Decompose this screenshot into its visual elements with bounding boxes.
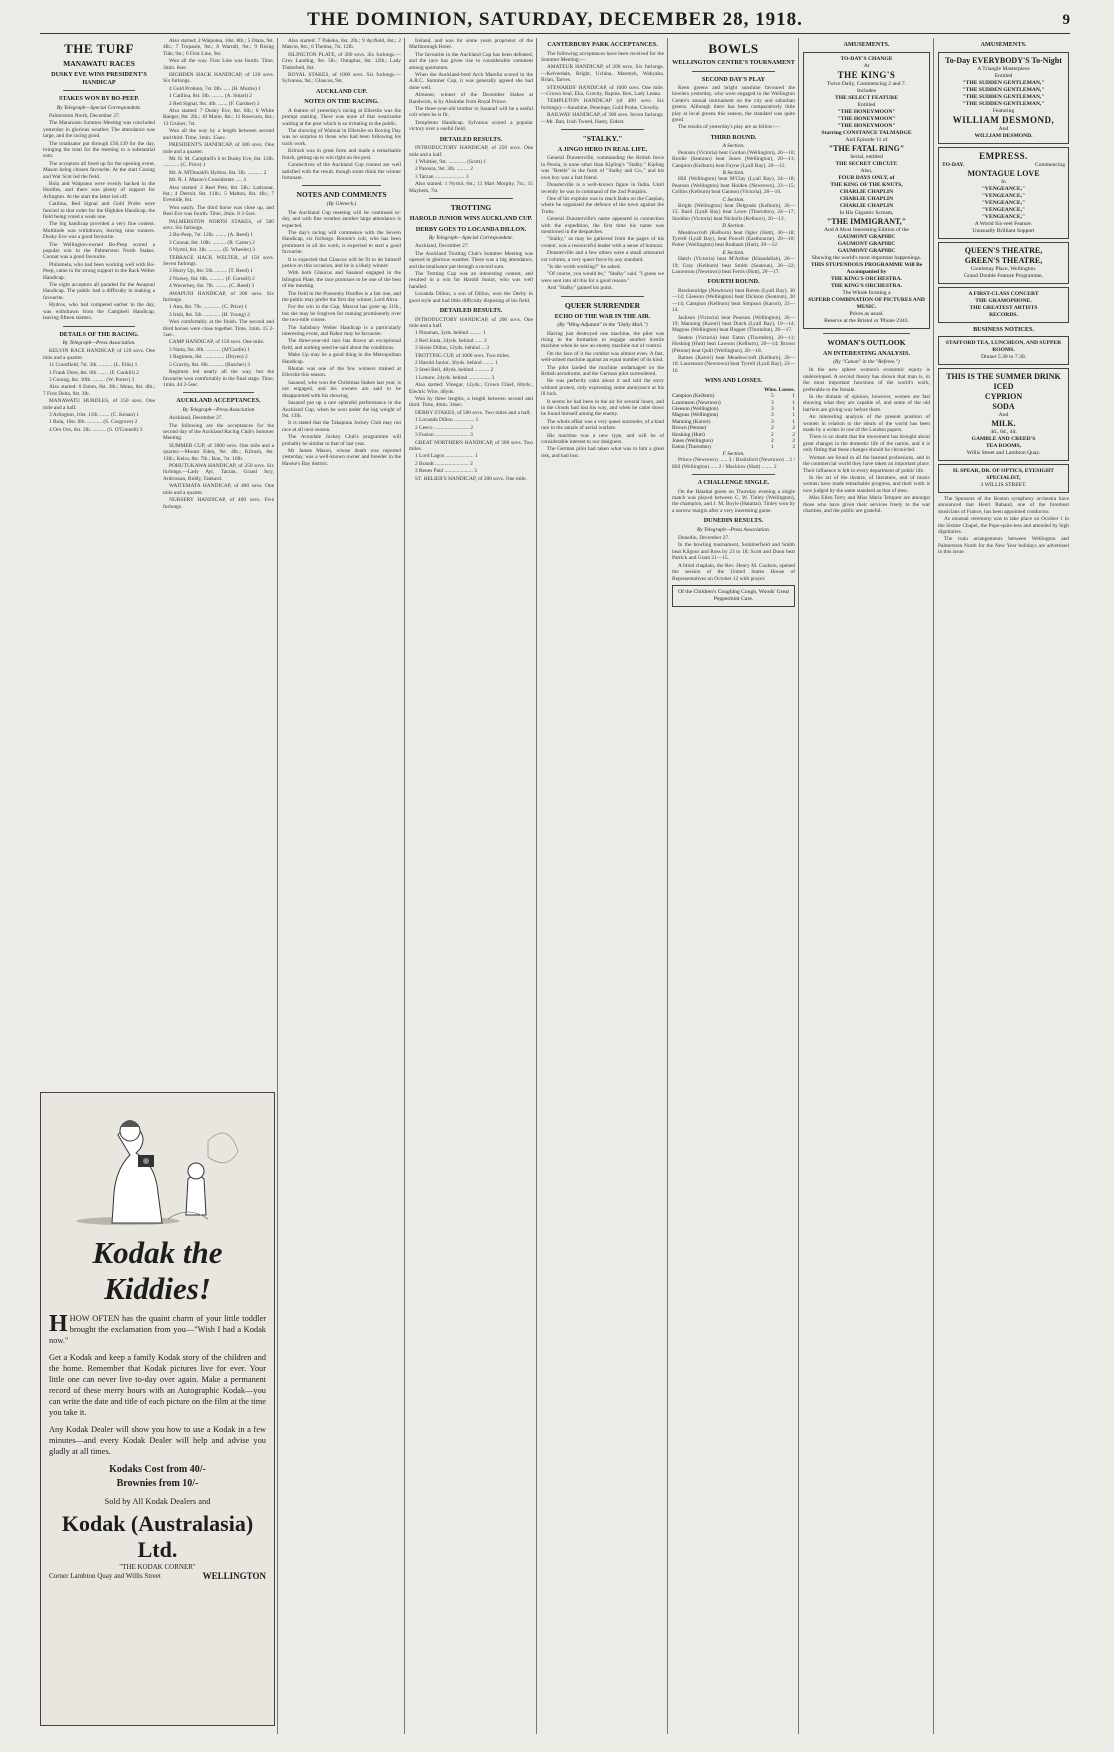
peppermint-cure-ad: Of the Children's Coughing Cough, Woods' Great Peppermint Cure. — [672, 585, 795, 607]
challenge-single-heading: A CHALLENGE SINGLE. — [697, 479, 770, 487]
kodak-advertisement: Kodak the Kiddies! HHOW OFTEN has the quaint charm of your little toddler brought the exclamation from you—"Wish I had a Kodak now." Get a Kodak and keep a family Kodak story of the children and the home. Remember that Kodak pictures live for ever. Your little one can never live to-day over again. Make a permanent record of these merry hours with an Autographic Kodak—you can write the date and title of each picture on the film at the time you take it. Any Kodak Dealer will show you how to use a Kodak in a few minutes—and every Kodak Dealer will help and advise you gladly at all times. Kodaks Cost from 40/- Brownies from 10/- Sold by All Kodak Dealers and Kodak (Australasia) Ltd. "THE KODAK CORNER" Corner Lambton Quay and Willis Street WELLINGTON — [40, 1092, 275, 1726]
wins-losses-table — [672, 393, 795, 451]
wins-losses-row: Manning (Karori) 3 1 — [672, 418, 795, 425]
second-day-heading: SECOND DAY'S PLAY — [701, 75, 766, 83]
turf-byline: By Telegraph—Special Correspondent. — [56, 104, 142, 111]
spear-optician-ad: H. SPEAR, DR. OF OPTICS, EYESIGHT SPECIALIST, 3 WILLIS STREET. — [938, 464, 1069, 493]
wins-losses-row: Magnus (Wellington) 3 1 — [672, 412, 795, 419]
manawatu-races-heading: MANAWATU RACES — [63, 59, 135, 68]
kings-title: THE KING'S — [837, 69, 896, 80]
dusky-eve-headline: DUSKY EVE WINS PRESIDENT'S HANDICAP — [51, 71, 147, 86]
wellington-tournament-heading: WELLINGTON CENTRE'S TOURNAMENT — [672, 59, 795, 66]
womans-outlook-heading: WOMAN'S OUTLOOK — [827, 337, 906, 347]
masthead — [40, 8, 1070, 34]
column-amusements-kings: AMUSEMENTS. TO-DAY'S CHANGE At THE KING'S Twice Daily, Commencing 2 and 7. Includes THE SELECT FEATURE Entitled "THE HONEYMOON" "THE HONEYMOON" "THE HONEYMOON" Starring CONSTANCE TALMADGE And Episode 11 of "THE FATAL RING" Serial, entitled THE SECRET CIRCUIT. Also, FOUR DAYS ONLY, of THE KING OF THE KNUTS, CHARLIE CHAPLIN CHARLIE CHAPLIN CHARLIE CHAPLIN In His Gigantic Scream, "THE IMMIGRANT," And A Most Interesting Edition of the GAUMONT GRAPHIC GAUMONT GRAPHIC GAUMONT GRAPHIC Showing the world's most important happenings. THIS STUPENDOUS PROGRAMME Will Be Accompanied by THE KING'S ORCHESTRA. THE KING'S ORCHESTRA. The Whole forming a SUPERB COMBINATION OF PICTURES AND MUSIC. Prices as usual. Reserve at the Bristol or 'Phone 2343. WOMAN'S OUTLOOK AN INTERESTING ANALYSIS. (By "Canon" in the "Referee.") In the new sphere women's economic equity is undeveloped. A second theory has shown that man is, in the most important functions of the world's work, preferable to the female. In the domain of opinion, however, women are fast showing what they are capable of, and some of the old barriers are giving way before them. An interesting analysis of the present position of women in relation to the ideals of the world has been made by a writer in one of the London papers. There is no doubt that the movement has brought about great changes in the domestic life of the nation, and it is only fitting that these changes should be chronicled. Women are found in all the learned professions, and in the commercial world they have taken an important place. Their influence is felt in every department of public life. In the art of the theatre, of literature, and of music women have made remarkable progress, and their work is now judged by the same standard as that of men. Miss Ellen Terry and Miss Marie Tempest are amongst those who have given their services freely to the war charities, and the public are grateful. — [803, 41, 930, 514]
wins-losses-row: Hosking (Hutt) 2 2 — [672, 431, 795, 438]
column-amusements-everybodys: AMUSEMENTS. To-Day EVERYBODY'S To-Night A Triangle Masterpiece Entitled "THE SUDDEN GENTLEMAN," "THE SUDDEN GENTLEMAN," "THE SUDDEN GENTLEMAN," "THE SUDDEN GENTLEMAN," Featuring WILLIAM DESMOND, And WILLIAM DESMOND. EMPRESS. TO-DAY. Commencing MONTAGUE LOVE In "VENGEANCE," "VENGEANCE," "VENGEANCE," "VENGEANCE," "VENGEANCE," A World Six-reel Feature. Unusually Brilliant Support QUEEN'S THEATRE, GREEN'S THEATRE, Courtenay Place, Wellington. Grand Double Feature Programme, A FIRST-CLASS CONCERT THE GRAMOPHONE. THE GREATEST ARTISTS RECORDS. BUSINESS NOTICES. STAFFORD TEA, LUNCHEON, AND SUPPER ROOMS. Dinner 5.30 to 7.30. THIS IS THE SUMMER DRINK ICED CYPRION SODA And MILK. 4d., 6d., 4d. GAMBLE AND CREED'S TEA ROOMS, Willis Street and Lambton Quay. H. SPEAR, DR. OF OPTICS, EYESIGHT SPECIALIST, 3 WILLIS STREET. The Sponsors of the Boston symphony orchestra have announced that Henri Rabaud, one of the foremost musicians of France, has been appointed conductor. As unusual ceremony was to take place on October 1 in the Sistine Chapel, the Pope-quite-less and attended by high dignitaries. The train arrangements between Wellington and Palmerston North for the New Year holidays are advertised in this issue. — [938, 41, 1069, 556]
column-results: Also started: 2 Waiputea, 10st. 8lb.; 5 Otara, 9st. 4lb.; 7 Torpaule, 9st.; 8 Warraft, 9st.; 9 Rising Tide, 9st.; 6 First Line, 9st. Won all the way. First Line was fourth. Time, 3min. 6sec. HIGHDEN HACK HANDICAP, of 120 sovs. Six furlongs. 4 Gold Probion, 7st. 0lb. ..... (H. Morrie) 1 1 Catilina, 8st. 3lb. ......... (A. Smart) 2 2 Red Signal, 9st. 4lb. ....... (F. Gardner) 3 Also started: 7 Dusky Eve, 8st. 6lb.; 6 White Ranger, 8st. 2lb.; 10 Marie, 8st.; 11 Rosecarn, 8st.; 13 Cruiser, 7st. Won all the way by a length between second and third. Time, 1min. 15sec. PRESIDENT'S HANDICAP, of 300 sovs. One mile and a quarter. Mr. H. M. Campbell's b m Dusky Eve, 8st. 13lb. ............ (C. Price) 1 Mr. A. M'Donald's Hydros, 8st. 3lb. ........... 2 Mr. R. J. Mason's Considerate ..... 3 Also started: 3 Reel Pete, 8st. 5lb.; Ladysear, 8st.; 4 Detroit, 8st. 11lb.; 5 Malton, 8st. 4lb.; 7 Eventide, 8st. Won easily. The third horse was close up, and Reel Eve was fourth. Time, 2min. 8 3-5sec. PALMERSTON NORTH STAKES, of 500 sovs. Six furlongs. 2 Bo-Peep, 7st. 12lb. ........ (A. Reed) 1 3 Coonat, 8st. 10lb. .......... (R. Carter) 2 6 Nyrtol, 8st. 3lb. .......... (E. Wheeler) 3 TERRACE HACK WELTER, of 150 sovs. Seven furlongs. 3 Hurry Up, 8st. 5lb. ......... (T. Reed) 1 2 Nursey, 8st. 6lb. ........... (F. Cornell) 2 4 Waverbey, 8st. 7lb. ......... (C. Reed) 3 AWAPUNI HANDICAP, of 200 sovs. Six furlongs. 1 Ann, 8st. 7lb. ............. (C. Price) 1 3 Irish, 8st. 5lb. ............ (H. Young) 2 Won comfortably at the finish. The second and third horses were close together. Time, 1min. 15 2-5sec. CAMP HANDICAP, of 150 sovs. One mile. 3 Natta, 9st. 0lb. ........... (M'Cardle) 1 1 Regimen, 8st. ............... (Doyen) 2 5 Gravity, 8st. 0lb. .......... (Butcher) 3 Regimen led nearly all the way, but the favourite won comfortably in the final stage. Time, 1min. 44 2-5sec. AUCKLAND ACCEPTANCES. By Telegraph—Press Association Auckland, December 27. The following are the acceptances for the second day of the Auckland Racing Club's Summer Meeting. SUMMER CUP, of 3000 sovs. One mile and a quarter.—Mount Eden, 9st. 4lb.; Kilrush, 8st. 13lb.; Kelra, 8st. 7lb.; Bon, 7st. 10lb. POHUTUKAWA HANDICAP, of 250 sovs. Six furlongs.—Lady Ayr, Tarzan, Grand Jury, Ardrossan, Biddy, Tankard. WAITEMATA HANDICAP, of 400 sovs. One mile and a quarter. NURSERY HANDICAP, of 400 sovs. Five furlongs. — [163, 38, 275, 510]
gramophone-concert-ad: A FIRST-CLASS CONCERT THE GRAMOPHONE. THE GREATEST ARTISTS RECORDS. — [938, 287, 1069, 323]
page-number: 9 — [1062, 12, 1070, 29]
details-racing-heading: DETAILS OF THE RACING. — [59, 330, 139, 338]
harold-junior-headline: HAROLD JUNIOR WINS AUCKLAND CUP. — [409, 215, 533, 223]
canterbury-acceptances-heading: CANTERBURY PARK ACCEPTANCES. — [547, 41, 658, 48]
amusements-heading-left: AMUSEMENTS. — [843, 41, 890, 48]
amusements-heading-right: AMUSEMENTS. — [980, 41, 1027, 48]
kodak-city: WELLINGTON — [202, 1571, 266, 1581]
kodak-illustration — [49, 1097, 266, 1229]
queer-surrender-subheading: ECHO OF THE WAR IN THE AIR. — [554, 312, 651, 320]
wins-losses-row: Brown (Petone) 2 2 — [672, 425, 795, 432]
kodak-address: Corner Lambton Quay and Willis Street — [49, 1572, 161, 1580]
kodak-headline: Kodak the Kiddies! — [92, 1235, 223, 1306]
wins-losses-heading: WINS AND LOSSES. — [704, 377, 763, 385]
column-turf: THE TURF MANAWATU RACES DUSKY EVE WINS PRESIDENT'S HANDICAP STAKES WON BY BO-PEEP. By Telegraph—Special Correspondent. Palmerston North, December 27. The Manawatu Summer Meeting was concluded yesterday in glorious weather. The attendance was large, and the racing good. The totalisator put through £56,139 for the day, bringing the total for the meeting to a substantial sum. The acceptors all lined up for the opening event, Mason being chosen favourite. At the start Cooing and War Scot led the field. Bola and Waiputea were evenly backed in the Hurdles, and there was plenty of support for Arlington. At the start the latter led off. Catilina, Red Signal and Gold Probe were fancied in that order for the Highden Handicap, the field being voted a weak one. The big handicap provided a very fine contest. Multitude was withdrawn, leaving nine runners. Dusky Eve was a good favourite. The Wellington-owned Bo-Peep scored a popular win in the Palmerston North Stakes. Coonat was a good favourite. Philomela, who had been working well with Bo-Peep, came in for strong support in the Rack Welter Handicap. The eight acceptors all paraded for the Awapuni Handicap. The public had a difficulty in making a favourite. Hydros, who had competed earlier in the day, was withdrawn from the Campbell Handicap, leaving fifteen starters. DETAILS OF THE RACING. By Telegraph—Press Association. KELVIN RACE HANDICAP, of 120 sovs. One mile and a quarter. 11 Courtfield, 7st. 3lb. .......... (L. Ellis) 1 1 Frank Dore, 8st. 0lb. ....... (F. Conkill) 2 3 Cooing, 8st. 10lb. ......... (W. Potter) 3 Also started: 6 Enton, 8st. 3lb.; Mona, 8st. 4lb.; 7 First Delta, 9st. 3lb. MANAWATU HURDLES, of 150 sovs. One mile and a half. 3 Arlington, 10st. 11lb. ....... (C. Kenan) 1 1 Bola, 10st. 0lb. ........... (S. Cosgrove) 2 4 Oro Oro, 8st. 2lb. .......... (S. O'Connell) 3 — [43, 41, 155, 433]
fourth-round-heading: FOURTH ROUND. — [707, 278, 760, 286]
wins-losses-row: Jones (Wellington) 2 2 — [672, 438, 795, 444]
column-trotting: Ireland, and was for some years proprietor of the Marlborough Hotel. The favourite in the Auckland Cup has been defeated, and the race has given rise to considerable comment among sportsmen. When the Auckland-bred Arch Marella scored in the A.R.C. Summer Cup, it was generally agreed she had done well. Almoner, winner of the December Stakes at Randwick, is by Absinthe from Royal Prince. The three-year-old brother to Sasanof will be a useful colt when he is fit. Templeton Handicap. Sylvanus scored a popular victory over a useful field. DETAILED RESULTS. INTRODUCTORY HANDICAP, of 250 sovs. One mile and a half. 1 Whittier, 9st. ............. (Scott) 1 2 Pareora, 9st. 3lb. ......... 2 3 Tarzan ...................... 3 Also started: 1 Nyrtol, 6st.; 11 Mart Morphy, 7st.; 15 Mayhem, 7st. TROTTING HAROLD JUNIOR WINS AUCKLAND CUP. DERBY GOES TO LOCANDA DILLON. By Telegraph—Special Correspondent. Auckland, December 27. The Auckland Trotting Club's Summer Meeting was opened in glorious weather. There was a big attendance, and the totalisator put through a record sum. The Trotting Cup was an interesting contest, and resulted in a win for Harold Junior, who was well handled. Locanda Dillon, a son of Dillon, won the Derby in good style and had little difficulty disposing of his field. DETAILED RESULTS. INTRODUCTORY HANDICAP, of 200 sovs. One mile and a half. 1 Pinaman, 3yds. behind ......... 1 2 Red Jonia, 24yds. behind ...... 2 3 Sissie Dillon, 12yds. behind ... 3 TROTTING CUP, of 1000 sovs. Two miles. 2 Harold Junior, 36yds. behind ........ 1 3 Steel Bell, 48yds. behind ........... 2 1 Lenore, 24yds. behind ................ 3 Also started: Vinegar, 12yds.; Crown Chief, 60yds.; Electric Wire, 48yds. Won by three lengths, a length between second and third. Time, 4min. 34sec. DERBY STAKES, of 500 sovs. Two miles and a half. 1 Locanda Dillon ............... 1 2 Ceeco .......................... 2 3 Fusion ......................... 3 GREAT NORTHERN HANDICAP, of 300 sovs. Two miles. 1 Lord Lagos ..................... 1 2 Brandt ......................... 2 3 Renes Paul ..................... 3 ST. HELIER'S HANDICAP, of 200 sovs. One mile. — [409, 38, 533, 482]
summer-drink-ad: THIS IS THE SUMMER DRINK ICED CYPRION SODA And MILK. 4d., 6d., 4d. GAMBLE AND CREED'S TEA ROOMS, Willis Street and Lambton Quay. — [938, 368, 1069, 461]
newspaper-title: THE DOMINION, SATURDAY, DECEMBER 28, 1918. — [307, 9, 803, 31]
stafford-tea-rooms-ad: STAFFORD TEA, LUNCHEON, AND SUPPER ROOMS. Dinner 5.30 to 7.30. — [938, 336, 1069, 365]
kodak-price: Kodaks Cost from 40/- — [109, 1464, 206, 1475]
notes-racing-heading: NOTES ON THE RACING. — [304, 98, 379, 106]
kodak-paragraph-3: Any Kodak Dealer will show you how to use a Kodak in a few minutes—and every Kodak Dealer will help and advise you gladly at all times. — [49, 1425, 266, 1456]
locanda-headline: DERBY GOES TO LOCANDA DILLON. — [415, 225, 527, 233]
trotting-heading: TROTTING — [450, 203, 492, 213]
kings-theatre-ad: TO-DAY'S CHANGE At THE KING'S Twice Daily, Commencing 2 and 7. Includes THE SELECT FEATURE Entitled "THE HONEYMOON" "THE HONEYMOON" "THE HONEYMOON" Starring CONSTANCE TALMADGE And Episode 11 of "THE FATAL RING" Serial, entitled THE SECRET CIRCUIT. Also, FOUR DAYS ONLY, of THE KING OF THE KNUTS, CHARLIE CHAPLIN CHARLIE CHAPLIN CHARLIE CHAPLIN In His Gigantic Scream, "THE IMMIGRANT," And A Most Interesting Edition of the GAUMONT GRAPHIC GAUMONT GRAPHIC GAUMONT GRAPHIC Showing the world's most important happenings. THIS STUPENDOUS PROGRAMME Will Be Accompanied by THE KING'S ORCHESTRA. THE KING'S ORCHESTRA. The Whole forming a SUPERB COMBINATION OF PICTURES AND MUSIC. Prices as usual. Reserve at the Bristol or 'Phone 2343. — [803, 52, 930, 329]
third-round-heading: THIRD ROUND. — [710, 133, 757, 141]
wins-losses-row: Eaton (Thorndon) 1 3 — [672, 444, 795, 451]
auckland-cup-heading: AUCKLAND CUP. — [316, 87, 367, 95]
kodak-paragraph-1: HHOW OFTEN has the quaint charm of your little toddler brought the exclamation from you—"Wish I had a Kodak now." — [49, 1311, 266, 1345]
notes-comments-heading: NOTES AND COMMENTS — [296, 190, 387, 200]
everybodys-theatre-ad: To-Day EVERYBODY'S To-Night A Triangle Masterpiece Entitled "THE SUDDEN GENTLEMAN," "THE SUDDEN GENTLEMAN," "THE SUDDEN GENTLEMAN," "THE SUDDEN GENTLEMAN," Featuring WILLIAM DESMOND, And WILLIAM DESMOND. — [938, 52, 1069, 144]
column-auckland: Also started: 7 Pakeha, 8st. 2lb.; 9 Ayrfield, 8st.; 2 Mascot, 8st.; 6 Thelma, 7st. 12lb. ISLINGTON PLATE, of 300 sovs. Six furlongs.—Grey Landing, 9st. 5lb.; Ouraplus, 8st. 12lb.; Lady Tinkerbell, 8st. ROYAL STAKES, of 1000 sovs. Six furlongs.—Sylvanus, 9st.; Glaucus, 9st. AUCKLAND CUP. NOTES ON THE RACING. A feature of yesterday's racing at Ellerslie was the prompt starting. There was none of that wearisome waiting at the post which is so irritating to the public. The showing of Waimai in Ellerslie on Boxing Day was no surprise to those who had been following his track work. Kilrush was in great form and made a remarkable finish, getting up to win right on the post. Connectives of the Auckland Cup contest are well satisfied with the result, though some think the winner fortunate. NOTES AND COMMENTS (By Gleneck.) The Auckland Cup meeting will be continued to-day, and with fine weather another large attendance is expected. The day's racing will commence with the Severn Handicap, six furlongs. Ronnie's colt, who has been prominent in all his work, is expected to start a good favourite. It is expected that Glaucus will be fit to do himself justice on this occasion, and he is a likely winner. With both Glaucus and Sasanof engaged in the Islington Plate, the race promises to be one of the best of the meeting. The field in the Ponsonby Hurdles is a fair one, and the public may prefer the first day winner, Lord Ahva. For the win in the Cup, Mascot has gone up 21lb., but she may be forgiven for running prominently over the two-mile course. The Salisbury Welter Handicap is a particularly interesting event, and Rahor may be favourite. The three-year-old race has drawn an exceptional field, and nothing need be said about the conditions. Make Up may be a good thing in the Metropolitan Handicap. Bhutan was one of the few winners trained at Ellerslie this season. Sasanof, who won the Christmas Stakes last year, is not engaged, and his owners are said to be disappointed with his showing. Sasanof put up a rare splendid performance in the Auckland Cup, when he won under the big weight of 9st. 13lb. It is stated that the Takapuna Jockey Club may not race at all next season. The Avondale Jockey Club's programme will probably be similar to that of last year. Mr James Mason, whose death was reported yesterday, was a well-known owner and breeder in the Hawke's Bay district. — [282, 38, 401, 467]
interesting-analysis-heading: AN INTERESTING ANALYSIS. — [823, 349, 910, 357]
kodak-brand: Kodak (Australasia) Ltd. — [61, 1511, 254, 1562]
trotting-results-heading: DETAILED RESULTS. — [439, 307, 503, 315]
brownie-price: Brownies from 10/- — [116, 1478, 199, 1489]
column-stalky: CANTERBURY PARK ACCEPTANCES. The following acceptances have been received for the Summer Meeting:— AMATEUR HANDICAP, of 200 sovs. Six furlongs.—Kelverdale, Bright, Uchina, Marenyk, Wahyaba, Brian, Tarves. STEWARDS' HANDICAP, of 1000 sovs. One mile.—Crown Seal, Elia, Gravity, Rapine, Bon, Lady Leana. TEMPLETON HANDICAP (of 400 sovs. Six furlongs).—Sunshine, Penelope, Gold Probe, Clovelly. RAILWAY HANDICAP, of 300 sovs. Seven furlongs.—Mr. Ban, Irish Tweed, Hasty, Eldest. "STALKY." A JINGO HERO IN REAL LIFE. General Dunsterville, commanding the British force in Persia, is none other than Kipling's "Stalky." Kipling was "Beetle" in the form of "Stalky and Co.," and his own boy was a fast friend. Dunsterville is a well-known figure in India. Until recently he was in command of the 2nd Punjabis. One of his exploits was to reach Baku on the Caspian, where he organised the defence of the town against the Turks. General Dunsterville's name appeared in connection with the expedition, the first time his name was mentioned in the despatches. "Stalky," as may be gathered from the pages of his creator, was a resourceful leader with a sense of humour. Dunsterville and a few others were a small armoured car column, a very queer force by any standard. "Is she worth working?" he asked. "Of course, you would be," "Stalky" said. "I guess we were sent into all this for a good reason." And "Stalky" gained his point. QUEER SURRENDER ECHO OF THE WAR IN THE AIR. (By "Wing Adjutant" in the "Daily Mail.") Having just destroyed one machine, the pilot was rising in the formation to engage another hostile machine when he saw an enemy machine out of control. On the face of it the combat was almost even. A fast, well-armed machine against an equal number of its kind. The pilot landed the machine undamaged on the British aerodrome, and the German pilot surrendered. He was perfectly calm about it and told the story without protest, only expressing some annoyance at his ill luck. It seems he had been in the air for several hours, and in the clouds had lost his way, and when he came down he found himself among the enemy. The whole affair was a very queer surrender, of a kind rare in the annals of aerial warfare. His machine was a new type, and will be of considerable interest to our designers. The German pilot had taken what was to him a great risk, and had lost. — [541, 41, 664, 459]
column-bowls: BOWLS WELLINGTON CENTRE'S TOURNAMENT SECOND DAY'S PLAY Keen greens and bright sunshine favoured the bowlers yesterday, who were engaged in the Wellington Centre's annual tournament on the city and suburban greens. Although there has been comparatively little play at local greens this season, the standard was quite good. The results of yesterday's play are as follow:— THIRD ROUND. A Section. Pearson (Victoria) beat Gordon (Wellington), 20—10; Brodie (Seatoun) beat Jones (Wellington), 20—11; Campion (Kelburn) beat Fayne (Lyall Bay), 20—12. B Section. Hill (Wellington) beat M'Clay (Lyall Bay), 24—18; Pearson (Wellington) beat Holden (Newtown), 23—15; Collins (Kelburn) beat Gannon (Victoria), 20—10. C Section. Bright (Wellington) beat Delgrado (Kelburn), 26—15; Basil (Lyall Bay) beat Lowe (Thorndon), 24—17; Stoddon (Victoria) beat Nicholls (Kelburn), 20—12. D Section. Meadowcroft (Kelburn) beat Ogier (Hutt), 30—18; Tyrrell (Lyall Bay), beat Powell (Eastbourne), 20—10; Potter (Wellington) beat Rodnam (Hutt), 20—12. E Section. Hatch (Victoria) beat M'Arthur (Khandallah), 26—19; Gray (Kelburn) beat Smith (Seatoun), 26—22; Laurenson (Newtown) beat Ferris (Hutt), 20—17. FOURTH ROUND. Breckenridge (Newtown) beat Raven (Lyall Bay), 30—14; Gleeson (Wellington) beat Dickson (Seatoun), 20—14; Campion (Kelburn) beat Simpson (Karori), 23—14. Jackson (Victoria) beat Pearson (Wellington), 26—19; Manning (Karori) beat Dutch (Lyall Bay), 19—14; Magnus (Wellington) beat Hopper (Thorndon), 20—17. Seaton (Victoria) beat Eaton (Thorndon), 20—11; Hosking (Hutt) beat Lawson (Kelburn), 20—14; Brown (Petone) beat Quill (Wellington), 20—18. Barnes (Karori) beat Meadowcroft (Kelburn), 20—10; Laurenson (Newtown) beat Tyrrell (Lyall Bay), 23—16. WINS AND LOSSES. Wins. Losses. Campion (Kelburn) 5 1 Laurenson (Newtown) 3 1 Gleeson (Wellington) 3 1 Magnus (Wellington) 3 1 Manning (Karori) 3 1 Brown (Petone) 2 2 Hosking (Hutt) 2 2 Jones (Wellington) 2 2 Eaton (Thorndon) 1 3 F Section. Prince (Newtown) ...... 3 / Brailsford (Newtown) .. 2 / Hill (Wellington) ..... 2 / Macklow (Hutt) ........ 2 A CHALLENGE SINGLE. On the Hataitai green on Thursday evening a single match was played between C. W. Tinley (Wellington), the champion, and J. M. Boyle (Hataitai). Tinley won by a narrow margin after a very interesting game. DUNEDIN RESULTS. By Telegraph—Press Association. Dunedin, December 27. In the bowling tournament, Sommerfield and Smith beat Kilgour and Ross by 23 to 18; Scott and Dunn beat Patrick and Grant 21—15. A blind chaplain, the Rev. Henry M. Coalson, opened the session of the United States House of Representatives on October 12 with prayer. Of the Children's Coughing Cough, Woods' Great Peppermint Cure. — [669, 38, 798, 1734]
queens-theatre-ad: QUEEN'S THEATRE, GREEN'S THEATRE, Courtenay Place, Wellington. Grand Double Feature Programme, — [938, 242, 1069, 284]
stalky-heading: "STALKY." — [582, 133, 623, 143]
turf-body: Palmerston North, December 27. The Manawatu Summer Meeting was concluded yesterday in glorious weather. The attendance was large, and the racing good. The totalisator put through £56,139 for the day, bringing the total for the meeting to a substantial sum. The acceptors all lined up for the opening event, Mason being chosen favourite. At the start Cooing and War Scot led the field. Bola and Waiputea were evenly backed in the Hurdles, and there was plenty of support for Arlington. At the start the latter led off. Catilina, Red Signal and Gold Probe were fancied in that order for the Highden Handicap, the field being voted a weak one. The big handicap provided a very fine contest. Multitude was withdrawn, leaving nine runners. Dusky Eve was a good favourite. The Wellington-owned Bo-Peep scored a popular win in the Palmerston North Stakes. Coonat was a good favourite. Philomela, who had been working well with Bo-Peep, came in for strong support in the Rack Welter Handicap. The eight acceptors all paraded for the Awapuni Handicap. The public had a difficulty in making a favourite. Hydros, who had competed earlier in the day, was withdrawn from the Campbell Handicap, leaving fifteen starters. — [43, 112, 155, 322]
details-byline: By Telegraph—Press Association. — [62, 340, 136, 346]
wins-losses-row: Laurenson (Newtown) 3 1 — [672, 399, 795, 406]
bowls-heading: BOWLS — [708, 41, 759, 56]
mother-child-camera-icon — [68, 1101, 248, 1229]
queer-surrender-heading: QUEER SURRENDER — [564, 300, 641, 310]
business-notices-heading: BUSINESS NOTICES. — [973, 325, 1034, 333]
empress-theatre-ad: EMPRESS. TO-DAY. Commencing MONTAGUE LOVE In "VENGEANCE," "VENGEANCE," "VENGEANCE," "VENGEANCE," "VENGEANCE," A World Six-reel Feature. Unusually Brilliant Support — [938, 147, 1069, 239]
dunedin-results-heading: DUNEDIN RESULTS. — [703, 517, 764, 525]
detailed-results-heading: DETAILED RESULTS. — [439, 135, 503, 143]
wins-losses-row: Gleeson (Wellington) 3 1 — [672, 405, 795, 412]
turf-heading: THE TURF — [64, 41, 134, 56]
kodak-paragraph-2: Get a Kodak and keep a family Kodak story of the children and the home. Remember that Kodak pictures live for ever. Your little one can never live to-day over again. Make a permanent record of these merry hours with an Autographic Kodak—you can write the date and title of each picture on the film at the time you take it. — [49, 1353, 266, 1417]
bo-peep-headline: STAKES WON BY BO-PEEP. — [58, 95, 140, 102]
wins-losses-row: Campion (Kelburn) 5 1 — [672, 393, 795, 400]
stalky-subheading: A JINGO HERO IN REAL LIFE. — [557, 145, 648, 153]
auckland-acceptances-heading: AUCKLAND ACCEPTANCES. — [176, 397, 261, 405]
